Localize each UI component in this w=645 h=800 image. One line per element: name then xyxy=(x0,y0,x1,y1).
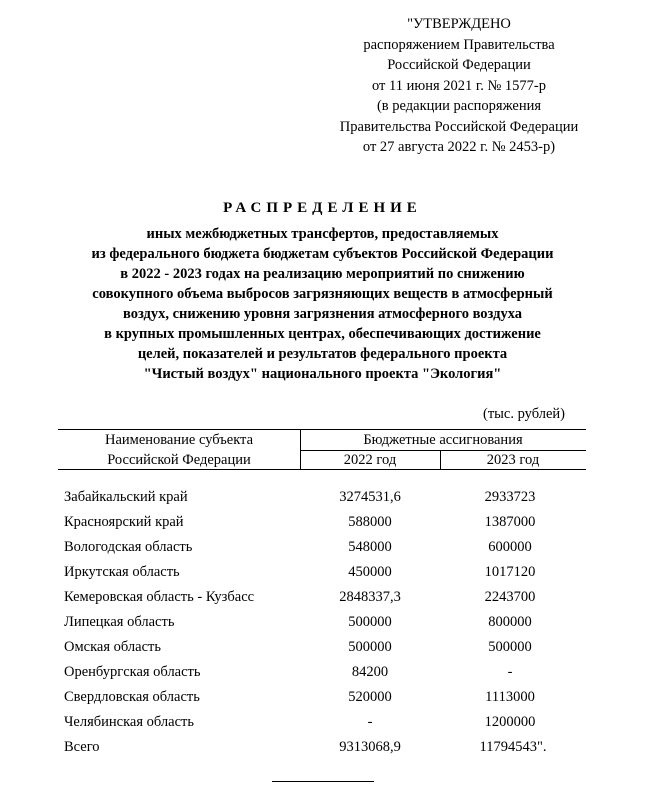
value-2023: 800000 xyxy=(488,614,532,630)
value-2023: 1017120 xyxy=(484,564,536,580)
total-2022: 9313068,9 xyxy=(339,739,401,755)
table-row xyxy=(0,537,645,561)
subtitle-line: целей, показателей и результатов федерального проекта xyxy=(137,346,508,362)
total-label: Всего xyxy=(64,739,100,755)
approval-line: от 27 августа 2022 г. № 2453-р) xyxy=(362,139,556,155)
value-2023: 1387000 xyxy=(484,514,536,530)
approval-line: "УТВЕРЖДЕНО xyxy=(407,16,511,32)
value-2023: 600000 xyxy=(488,539,532,555)
header-name-line: Российской Федерации xyxy=(107,452,251,468)
value-2022: 520000 xyxy=(348,689,392,705)
table-total-row xyxy=(0,737,645,761)
subtitle-line: из федерального бюджета бюджетам субъектов Российской Федерации xyxy=(91,246,554,262)
table-row xyxy=(0,712,645,736)
region-name: Красноярский край xyxy=(64,514,184,530)
value-2022: 500000 xyxy=(348,639,392,655)
value-2022: - xyxy=(367,714,373,730)
region-name: Забайкальский край xyxy=(64,489,188,505)
value-2022: 548000 xyxy=(348,539,392,555)
value-2022: 500000 xyxy=(348,614,392,630)
approval-line: (в редакции распоряжения xyxy=(376,98,542,114)
region-name: Кемеровская область - Кузбасс xyxy=(64,589,255,605)
subtitle-line: в 2022 - 2023 годах на реализацию мероприятий по снижению xyxy=(120,266,525,282)
document-title: РАСПРЕДЕЛЕНИЕ xyxy=(223,200,422,216)
header-year-2022: 2022 год xyxy=(343,452,397,468)
region-name: Свердловская область xyxy=(64,689,200,705)
value-2022: 450000 xyxy=(348,564,392,580)
region-name: Иркутская область xyxy=(64,564,180,580)
subtitle-line: в крупных промышленных центрах, обеспечивающих достижение xyxy=(104,326,541,342)
value-2023: 2243700 xyxy=(484,589,536,605)
subtitle-line: иных межбюджетных трансфертов, предоставляемых xyxy=(146,226,499,242)
table-row xyxy=(0,637,645,661)
table-row xyxy=(0,662,645,686)
table-row xyxy=(0,687,645,711)
value-2023: 1200000 xyxy=(484,714,536,730)
subtitle-line: воздух, снижению уровня загрязнения атмосферного воздуха xyxy=(122,306,523,322)
value-2022: 3274531,6 xyxy=(339,489,401,505)
region-name: Омская область xyxy=(64,639,161,655)
value-2023: - xyxy=(507,664,513,680)
value-2022: 2848337,3 xyxy=(339,589,401,605)
header-year-2023: 2023 год xyxy=(486,452,540,468)
table-row xyxy=(0,562,645,586)
region-name: Оренбургская область xyxy=(64,664,201,680)
region-name: Челябинская область xyxy=(64,714,194,730)
subtitle-line: совокупного объема выбросов загрязняющих веществ в атмосферный xyxy=(92,286,553,302)
header-budget: Бюджетные ассигнования xyxy=(363,432,523,448)
subtitle-line: "Чистый воздух" национального проекта "Экология" xyxy=(143,366,502,382)
value-2022: 588000 xyxy=(348,514,392,530)
table-row xyxy=(0,587,645,611)
region-name: Вологодская область xyxy=(64,539,193,555)
header-name xyxy=(58,430,300,470)
approval-line: от 11 июня 2021 г. № 1577-р xyxy=(372,77,546,94)
footer-divider xyxy=(272,781,374,782)
table-row xyxy=(0,612,645,636)
value-2023: 500000 xyxy=(488,639,532,655)
document-subtitle xyxy=(0,224,645,384)
region-name: Липецкая область xyxy=(64,614,175,630)
approval-line: распоряжением Правительства xyxy=(363,36,555,53)
value-2023: 2933723 xyxy=(484,489,536,505)
value-2022: 84200 xyxy=(351,664,389,680)
total-2023: 11794543". xyxy=(479,739,547,755)
approval-line: Российской Федерации xyxy=(387,57,531,73)
approval-line: Правительства Российской Федерации xyxy=(339,118,579,135)
table-row xyxy=(0,512,645,536)
value-2023: 1113000 xyxy=(485,689,535,705)
approval-block xyxy=(300,14,618,158)
units-label: (тыс. рублей) xyxy=(483,406,565,422)
table-row xyxy=(0,487,645,511)
header-name-line: Наименование субъекта xyxy=(104,432,254,448)
